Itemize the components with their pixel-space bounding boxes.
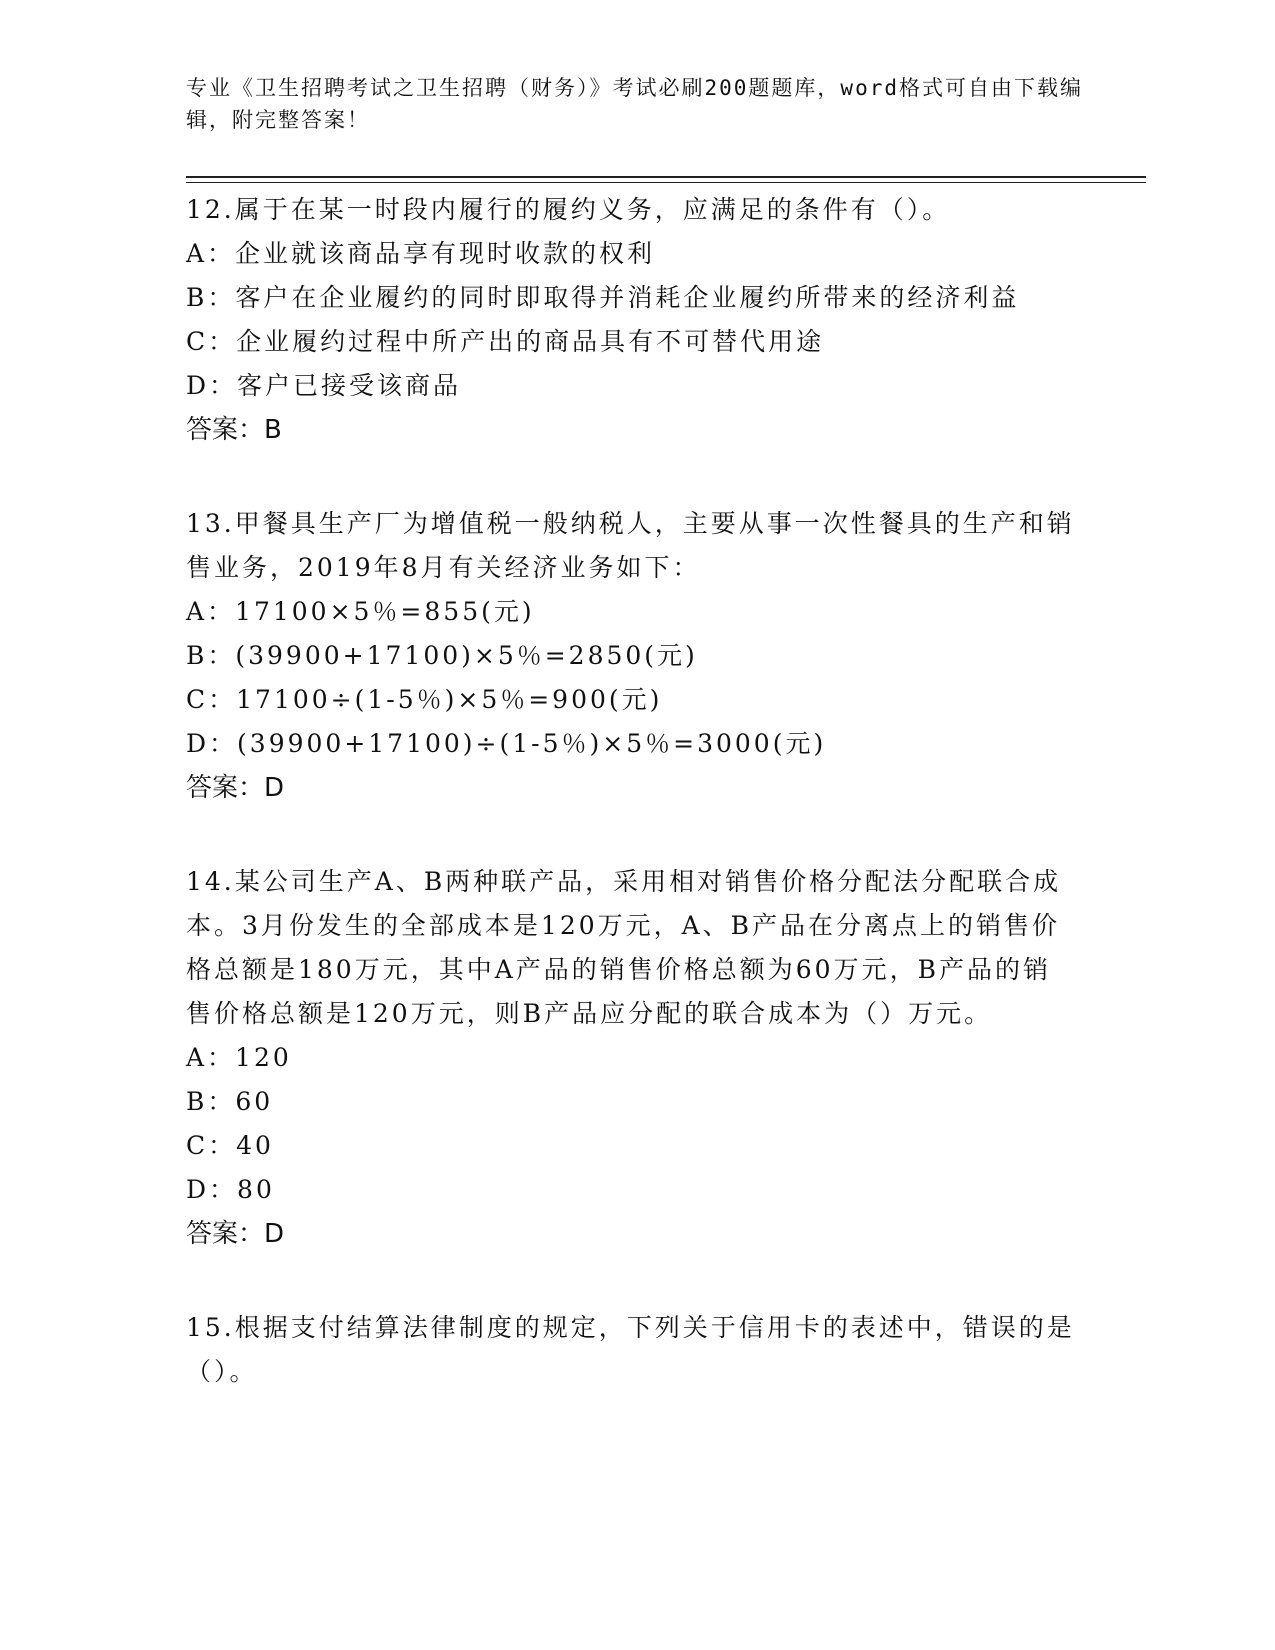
question-list — [186, 188, 1076, 1444]
document-header: 专业《卫生招聘考试之卫生招聘（财务）》考试必刷200题题库，word格式可自由下载编辑，附完整答案！ — [186, 76, 1083, 132]
option-a: A：17100×5％=855(元) — [186, 597, 535, 626]
question-15 — [186, 1306, 1076, 1394]
option-a: A：120 — [186, 1043, 292, 1072]
question-14 — [186, 860, 1076, 1256]
option-d: D：客户已接受该商品 — [186, 371, 462, 400]
option-b: B：(39900+17100)×5％=2850(元) — [186, 641, 698, 670]
option-b: B：客户在企业履约的同时即取得并消耗企业履约所带来的经济利益 — [186, 283, 1020, 312]
question-text: 12.属于在某一时段内履行的履约义务，应满足的条件有（）。 — [186, 195, 951, 224]
option-c: C：17100÷(1-5％)×5％=900(元) — [186, 685, 663, 714]
option-c: C：40 — [186, 1131, 274, 1160]
option-a: A：企业就该商品享有现时收款的权利 — [186, 239, 656, 268]
question-text: 15.根据支付结算法律制度的规定，下列关于信用卡的表述中，错误的是（）。 — [186, 1313, 1075, 1386]
header-divider-thin — [186, 182, 1146, 183]
question-text: 14.某公司生产A、B两种联产品，采用相对销售价格分配法分配联合成本。3月份发生的全部成本是120万元，A、B产品在分离点上的销售价格总额是180万元，其中A产品的销售价格总额为60万元，B产品的销售价格总额是120万元，则B产品应分配的联合成本为（）万元。 — [186, 867, 1062, 1028]
option-b: B：60 — [186, 1087, 274, 1116]
answer: 答案：D — [186, 773, 285, 803]
question-12 — [186, 188, 1076, 452]
question-text: 13.甲餐具生产厂为增值税一般纳税人，主要从事一次性餐具的生产和销售业务，2019年8月有关经济业务如下： — [186, 509, 1075, 582]
option-d: D：80 — [186, 1175, 275, 1204]
option-c: C：企业履约过程中所产出的商品具有不可替代用途 — [186, 327, 825, 356]
header-divider — [186, 176, 1146, 178]
question-13 — [186, 502, 1076, 810]
option-d: D：(39900+17100)÷(1-5％)×5％=3000(元) — [186, 729, 827, 758]
answer: 答案：D — [186, 1219, 285, 1249]
answer: 答案：B — [186, 415, 282, 445]
